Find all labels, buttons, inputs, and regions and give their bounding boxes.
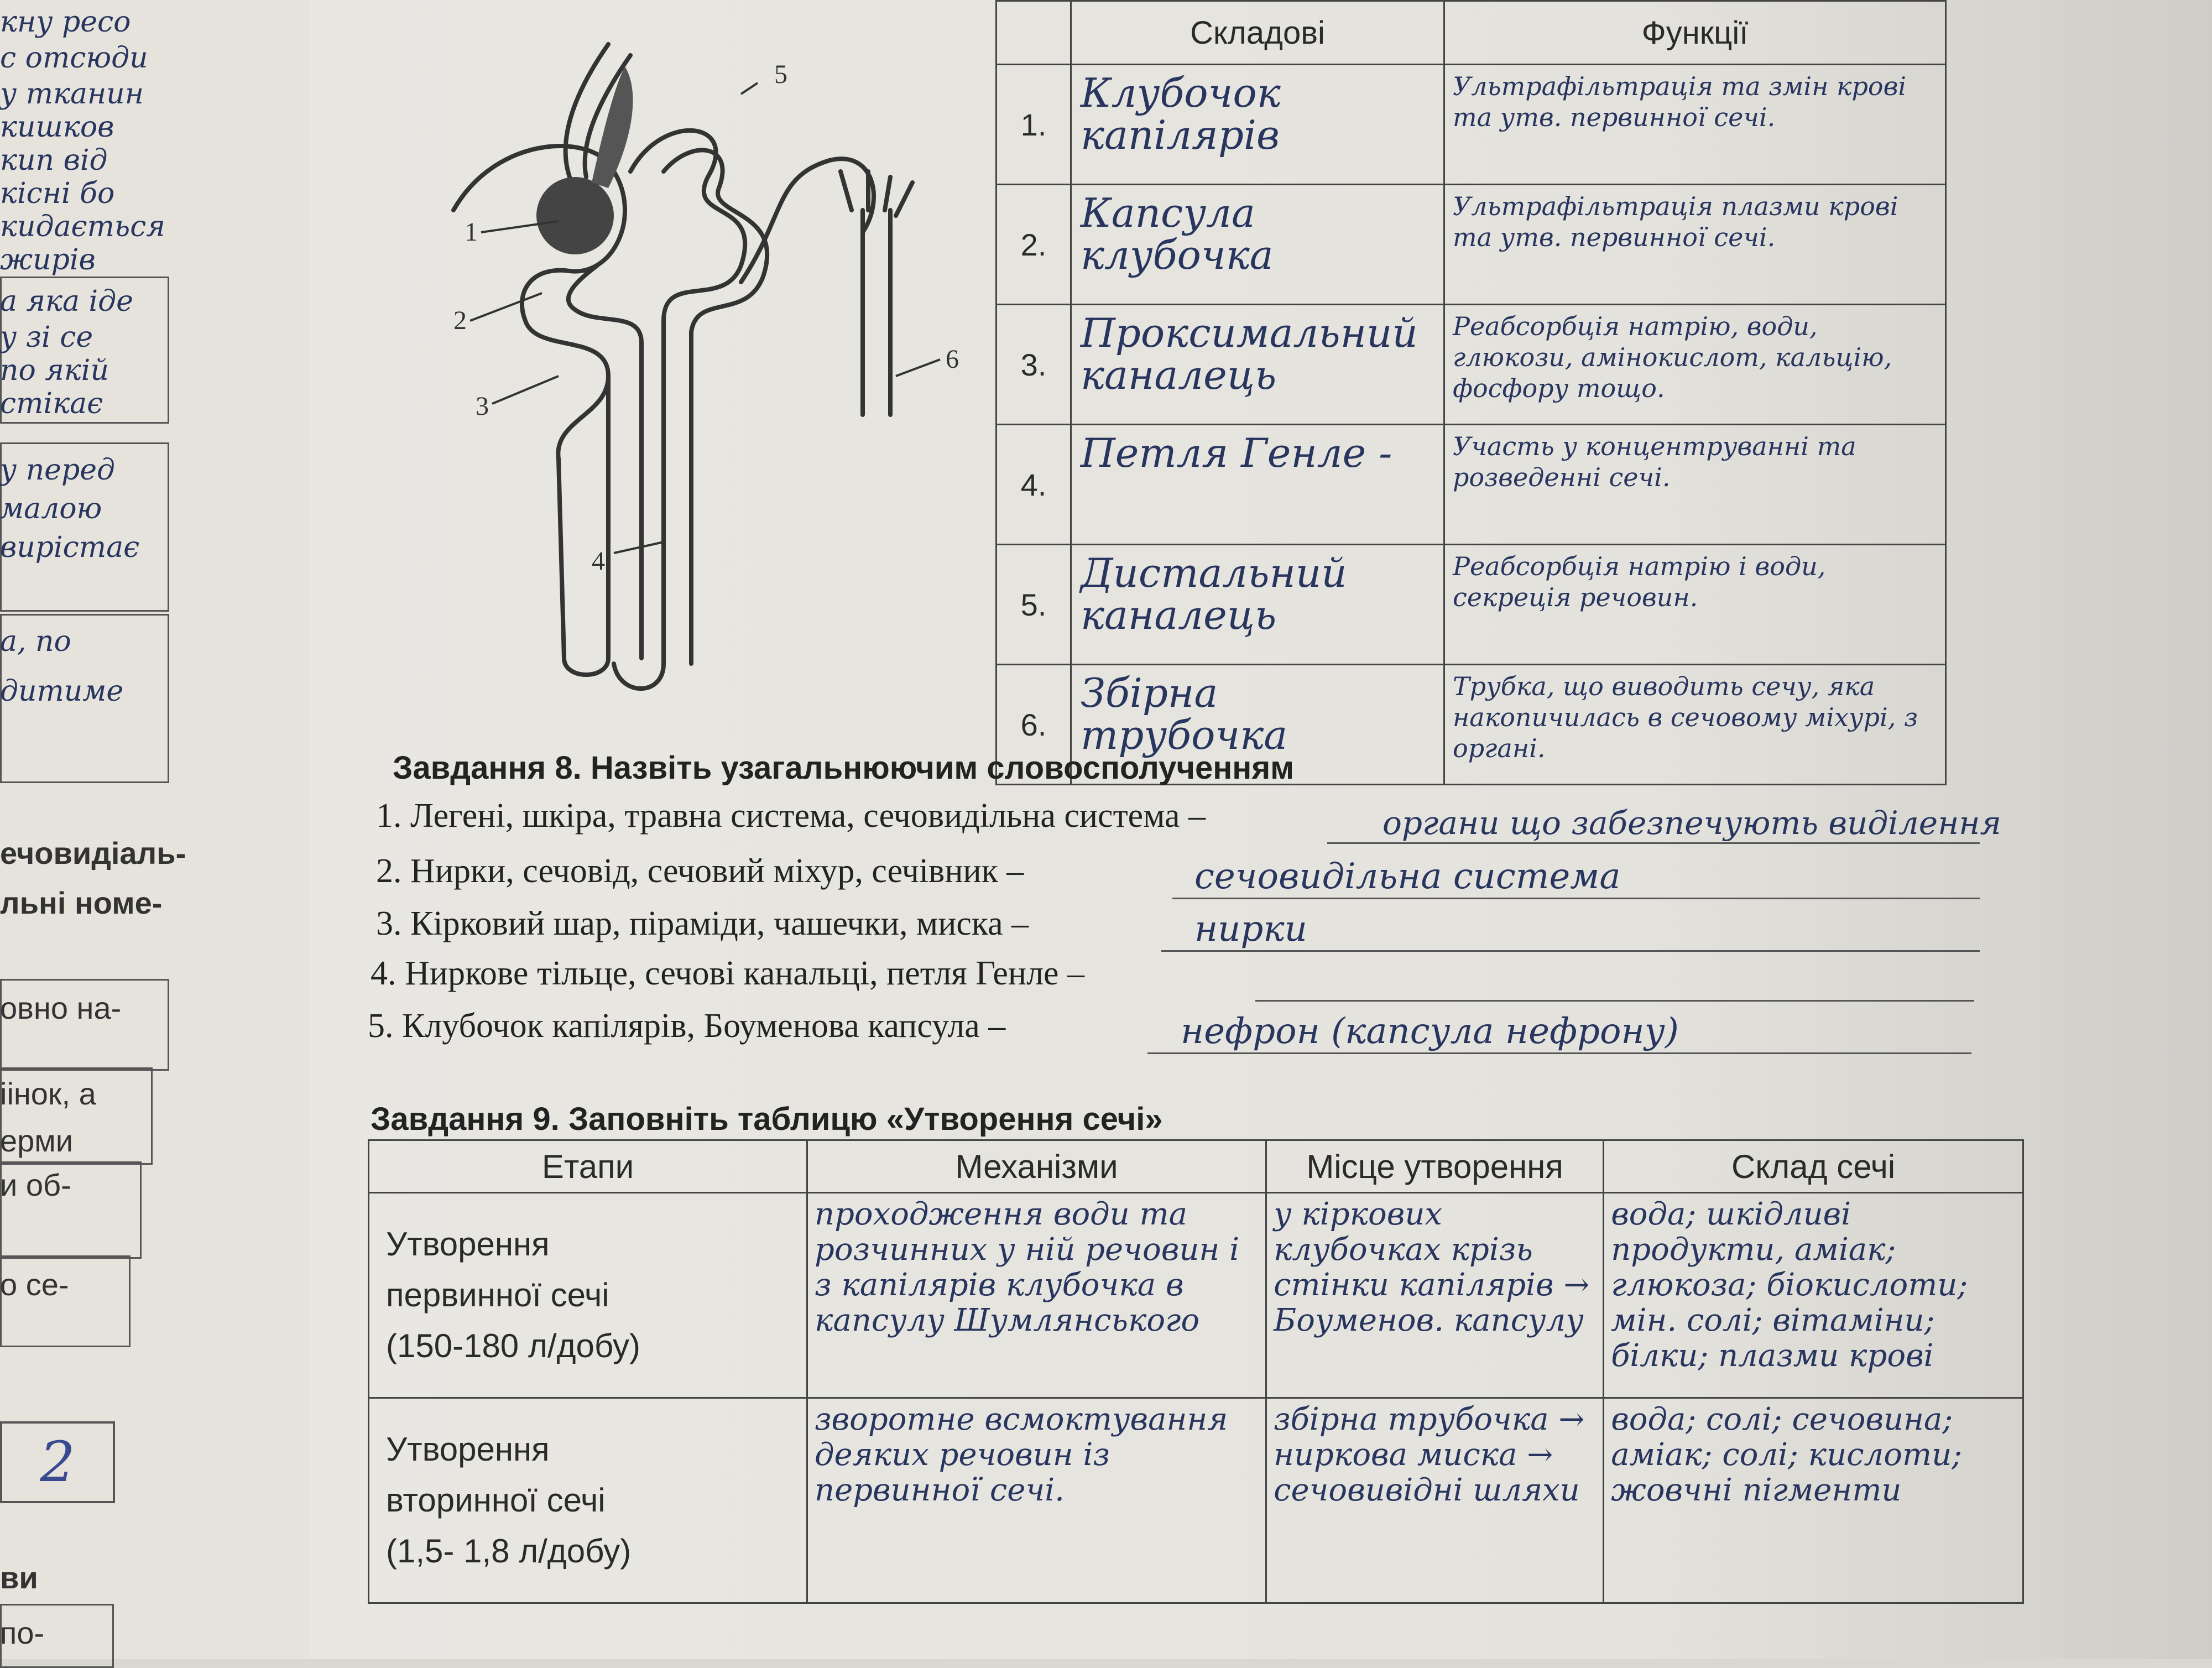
- left-text-line: по-: [0, 1615, 45, 1650]
- left-page: [0, 0, 311, 1659]
- left-hw-line: у зі се: [0, 321, 93, 354]
- row-number: 4.: [997, 425, 1071, 545]
- answer-line[interactable]: [1327, 842, 1980, 844]
- left-hw-line: кип від: [0, 144, 108, 177]
- left-text-line: льні номе-: [0, 885, 163, 920]
- left-hw-line: стікає: [0, 387, 103, 420]
- nephron-diagram: [431, 33, 984, 697]
- left-text-line: іінок, а: [0, 1076, 96, 1111]
- answer-line[interactable]: [1161, 950, 1980, 952]
- task8-item: [376, 904, 1980, 960]
- task8-answer[interactable]: нирки: [1194, 909, 1307, 950]
- diagram-label: 4: [592, 546, 605, 576]
- table-header-row: [997, 1, 1946, 65]
- composition-cell[interactable]: вода; шкідливі продукти, аміак; глюкоза; біокислоти; мін. солі; вітаміни; білки; плазми крові: [1604, 1193, 2023, 1398]
- left-hw-line: дитиме: [0, 675, 124, 708]
- stage-line: Утворення: [386, 1431, 550, 1468]
- left-hw-line: кишков: [0, 111, 114, 144]
- left-text-line: ерми: [0, 1123, 74, 1158]
- stage-line: вторинної сечі: [386, 1482, 606, 1519]
- task8-item: [376, 852, 1980, 907]
- left-hw-line: а яка іде: [0, 285, 133, 318]
- mechanism-cell[interactable]: проходження води та розчинних у ній речовин і з капілярів клубочка в капсулу Шумлянського: [807, 1193, 1266, 1398]
- header-functions: Функції: [1444, 1, 1946, 65]
- component-cell[interactable]: Клубочок капілярів: [1071, 65, 1444, 185]
- row-number: 6.: [997, 665, 1071, 785]
- function-cell[interactable]: Участь у концентруванні та розведенні сечі.: [1444, 425, 1946, 545]
- stage-cell: [369, 1398, 807, 1603]
- header-mechanisms: Механізми: [807, 1140, 1266, 1193]
- answer-line[interactable]: [1172, 898, 1980, 899]
- left-text-line: ечовидіaль-: [0, 836, 186, 871]
- task8-answer[interactable]: нефрон (капсула нефрону): [1181, 1011, 1679, 1052]
- stage-line: первинної сечі: [386, 1276, 609, 1313]
- left-text-line: ви: [0, 1560, 38, 1595]
- header-place: Місце утворення: [1266, 1140, 1604, 1193]
- left-hw-line: кидається: [0, 210, 165, 243]
- task8-question: 1. Легені, шкіра, травна система, сечовидільна система –: [376, 797, 1206, 835]
- place-cell[interactable]: у кіркових клубочках крізь стінки капілярів → Боуменов. капсулу: [1266, 1193, 1604, 1398]
- component-cell[interactable]: Проксимальний каналець: [1071, 305, 1444, 425]
- component-cell[interactable]: Капсула клубочка: [1071, 185, 1444, 305]
- left-hw-line: кісні бо: [0, 177, 115, 210]
- left-text-line: о се-: [0, 1267, 69, 1302]
- table-row: [997, 545, 1946, 665]
- left-text-line: и об-: [0, 1167, 71, 1202]
- function-cell[interactable]: Реабсорбція натрію, води, глюкози, амінокислот, кальцію, фосфору тощо.: [1444, 305, 1946, 425]
- task8-question: 5. Клубочок капілярів, Боуменова капсула –: [368, 1007, 1006, 1045]
- component-cell[interactable]: Дистальний каналець: [1071, 545, 1444, 665]
- diagram-label: 1: [465, 217, 478, 247]
- composition-cell[interactable]: вода; солі; сечовина; аміак; солі; кислоти; жовчні пігменти: [1604, 1398, 2023, 1603]
- diagram-label: 6: [946, 345, 959, 374]
- row-number: 1.: [997, 65, 1071, 185]
- header-stages: Етапи: [369, 1140, 807, 1193]
- components-table: [995, 0, 1947, 785]
- function-cell[interactable]: Ультрафільтрація плазми крові та утв. первинної сечі.: [1444, 185, 1946, 305]
- table-header-row: [369, 1140, 2023, 1193]
- blank-header: [997, 1, 1071, 65]
- task8-question: 3. Кірковий шар, піраміди, чашечки, миска –: [376, 905, 1029, 942]
- glomerulus-shape: [536, 177, 614, 254]
- task8-item: [371, 954, 1974, 1009]
- left-hw-line: малою: [0, 492, 102, 525]
- left-hw-line: кну ресо: [0, 6, 131, 39]
- task8-title: Завдання 8. Назвіть узагальнюючим словосполученням: [393, 750, 1295, 786]
- header-composition: Склад сечі: [1604, 1140, 2023, 1193]
- stage-line: Утворення: [386, 1226, 550, 1263]
- diagram-label: 2: [453, 306, 467, 335]
- task8-answer[interactable]: органи що забезпечують виділення: [1383, 804, 2001, 842]
- task8-question: 4. Ниркове тільце, сечові канальці, петля Генле –: [371, 955, 1085, 992]
- table-row: [997, 305, 1946, 425]
- left-hw-line: с отсюди: [0, 41, 148, 75]
- table-row: [997, 65, 1946, 185]
- function-cell[interactable]: Трубка, що виводить сечу, яка накопичилась в сечовому міхурі, з органі.: [1444, 665, 1946, 785]
- table-row: [369, 1193, 2023, 1398]
- urine-formation-table: [368, 1139, 2024, 1604]
- task8-item: [368, 1007, 1971, 1062]
- table-row: [997, 425, 1946, 545]
- task8-question: 2. Нирки, сечовід, сечовий міхур, сечівник –: [376, 852, 1024, 890]
- left-text-line: овно на-: [0, 991, 122, 1025]
- stage-cell: [369, 1193, 807, 1398]
- answer-line[interactable]: [1255, 1000, 1974, 1002]
- task8-answer[interactable]: сечовидільна система: [1194, 856, 1621, 897]
- function-cell[interactable]: Ультрафільтрація та змін крові та утв. первинної сечі.: [1444, 65, 1946, 185]
- table-row: [997, 185, 1946, 305]
- stage-line: (1,5- 1,8 л/добу): [386, 1533, 632, 1570]
- table-row: [369, 1398, 2023, 1603]
- left-hw-line: а, по: [0, 625, 71, 658]
- stage-line: (150-180 л/добу): [386, 1327, 640, 1364]
- row-number: 3.: [997, 305, 1071, 425]
- row-number: 2.: [997, 185, 1071, 305]
- left-hw-line: жирів: [0, 243, 96, 277]
- row-number: 5.: [997, 545, 1071, 665]
- header-components: Складові: [1071, 1, 1444, 65]
- score-box: [0, 1421, 115, 1503]
- task8-item: [376, 796, 2001, 852]
- component-cell[interactable]: Петля Генле -: [1071, 425, 1444, 545]
- left-hw-line: у тканин: [0, 77, 144, 111]
- function-cell[interactable]: Реабсорбція натрію і води, секреція речовин.: [1444, 545, 1946, 665]
- task9-title: Завдання 9. Заповніть таблицю «Утворення сечі»: [371, 1101, 1163, 1137]
- left-hw-line: у перед: [0, 454, 115, 487]
- component-cell[interactable]: Збірна трубочка: [1071, 665, 1444, 785]
- score-value: 2: [40, 1430, 75, 1494]
- left-hw-line: вирістає: [0, 531, 140, 564]
- answer-line[interactable]: [1147, 1052, 1971, 1054]
- left-hw-line: по якій: [0, 354, 109, 387]
- place-cell[interactable]: збірна трубочка → ниркова миска → сечовивідні шляхи: [1266, 1398, 1604, 1603]
- mechanism-cell[interactable]: зворотне всмоктування деяких речовин із первинної сечі.: [807, 1398, 1266, 1603]
- diagram-label: 3: [476, 392, 489, 421]
- diagram-label: 5: [774, 60, 787, 89]
